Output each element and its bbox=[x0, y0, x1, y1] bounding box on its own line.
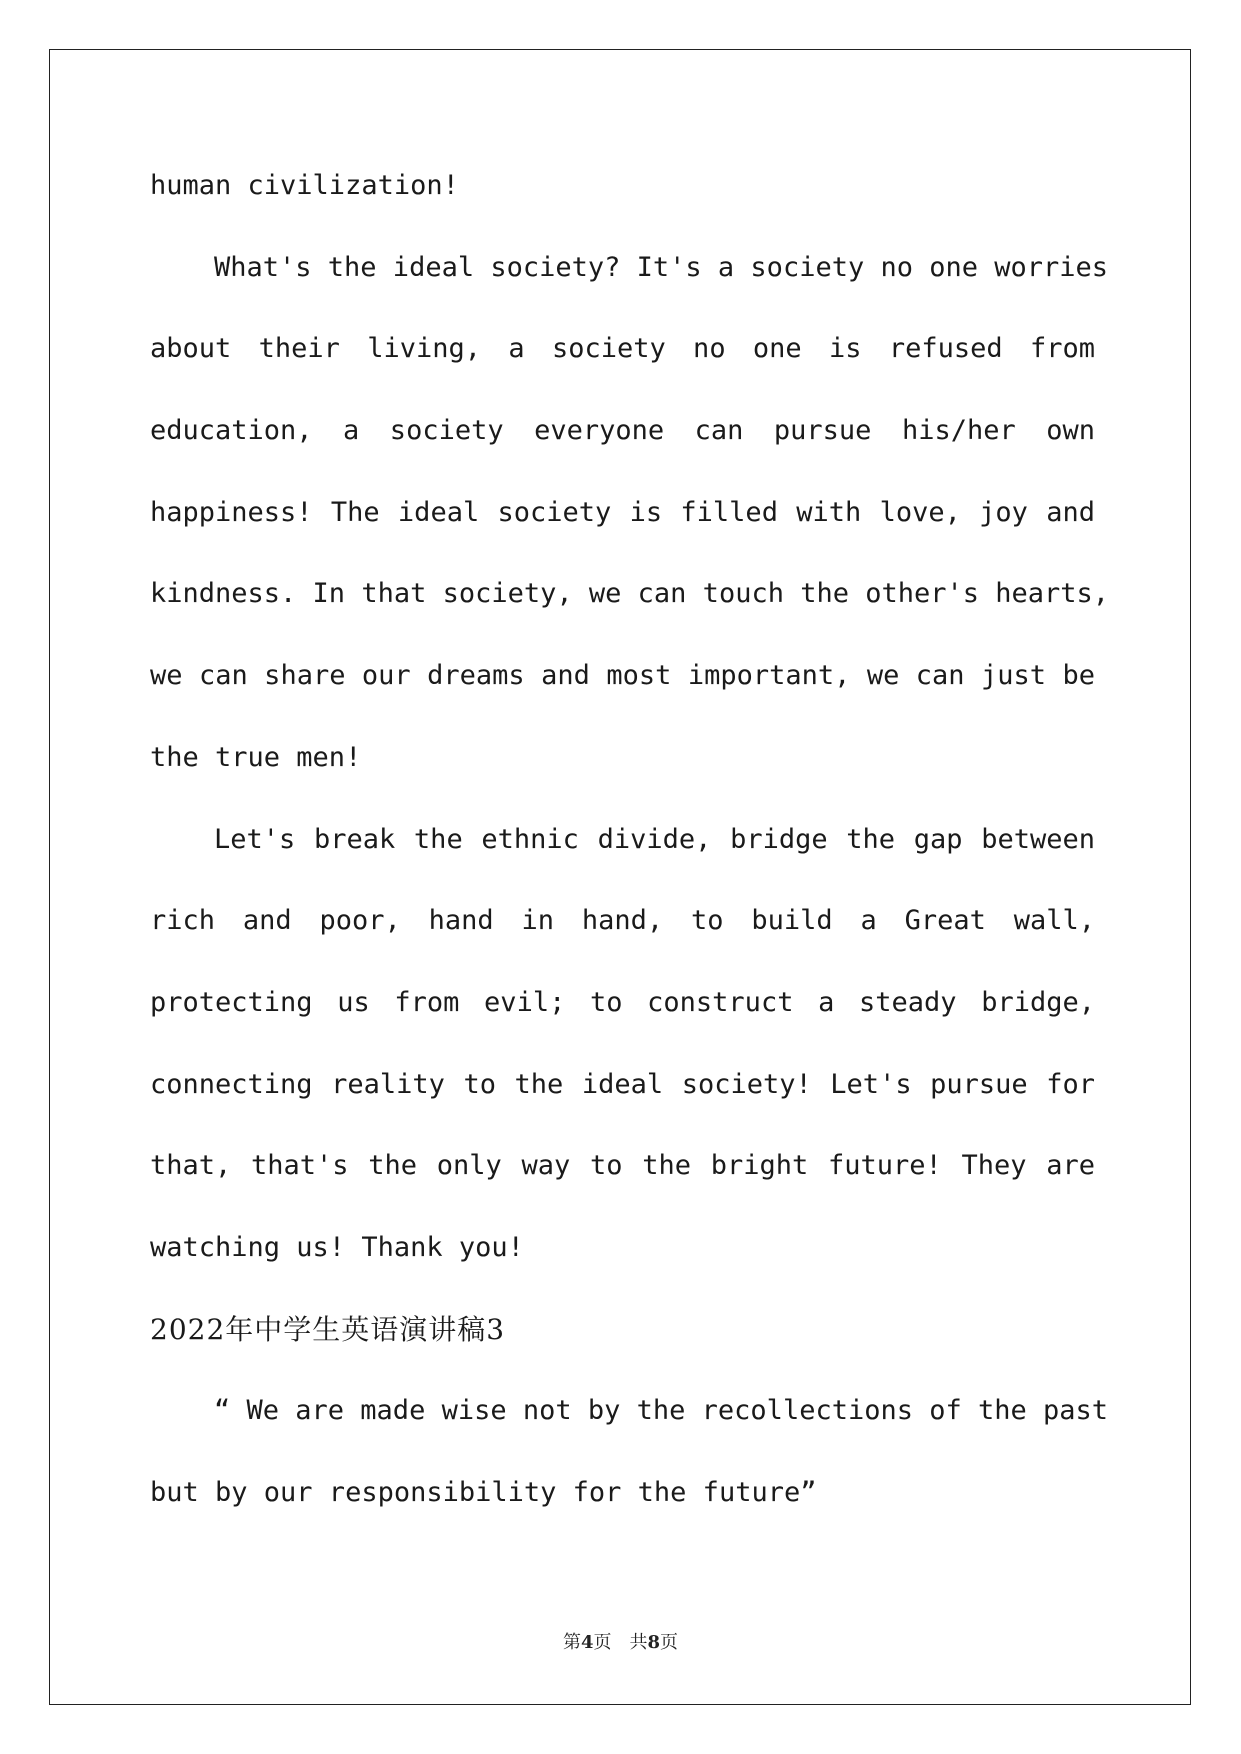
text-line: watching us! Thank you! bbox=[150, 1231, 524, 1263]
page-footer bbox=[0, 1628, 1241, 1654]
text-line: “ We are made wise not by the recollections of the past bbox=[214, 1395, 1109, 1427]
footer-total-suffix: 页 bbox=[660, 1632, 679, 1653]
text-line: connecting reality to the ideal society! Let's pursue for bbox=[150, 1068, 1095, 1100]
text-line: What's the ideal society? It's a society no one worries bbox=[214, 251, 1109, 283]
text-line: that, that's the only way to the bright future! They are bbox=[150, 1150, 1095, 1182]
text-line: protecting us from evil; to construct a steady bridge, bbox=[150, 986, 1095, 1018]
document-body bbox=[150, 160, 1110, 1549]
text-line: about their living, a society no one is refused from bbox=[150, 333, 1095, 365]
footer-prefix: 第 bbox=[562, 1632, 581, 1653]
text-line: education, a society everyone can pursue his/her own bbox=[150, 415, 1095, 447]
section-heading: 2022年中学生英语演讲稿3 bbox=[150, 1312, 506, 1346]
text-line: human civilization! bbox=[150, 170, 459, 201]
text-line: kindness. In that society, we can touch the other's hearts, bbox=[150, 578, 1110, 610]
text-line: we can share our dreams and most important, we can just be bbox=[150, 660, 1095, 692]
footer-total-prefix: 共 bbox=[629, 1632, 648, 1653]
text-line: rich and poor, hand in hand, to build a Great wall, bbox=[150, 905, 1095, 937]
page-number: 4 bbox=[580, 1632, 594, 1653]
text-line: the true men! bbox=[150, 741, 362, 773]
text-line: Let's break the ethnic divide, bridge the gap between bbox=[214, 823, 1095, 855]
total-pages: 8 bbox=[647, 1632, 661, 1653]
text-line: but by our responsibility for the future” bbox=[150, 1477, 817, 1508]
text-line: happiness! The ideal society is filled with love, joy and bbox=[150, 496, 1095, 528]
footer-page-suffix: 页 bbox=[593, 1632, 612, 1653]
